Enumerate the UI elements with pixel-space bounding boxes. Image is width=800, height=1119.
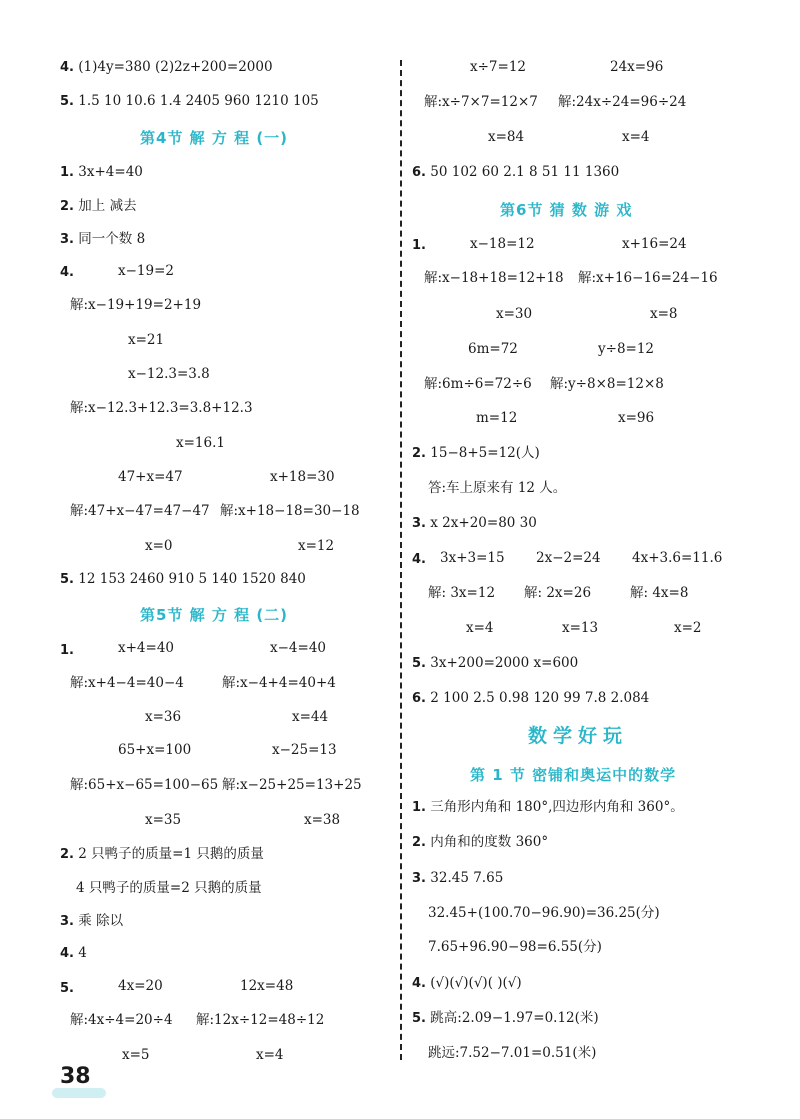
- left-q4-prev: [60, 58, 273, 77]
- equation-line: 4x+3.6=11.6: [632, 550, 723, 566]
- chapter-title: 数学好玩: [528, 725, 629, 747]
- equation-line: 解:12x÷12=48÷12: [196, 1012, 325, 1028]
- equation-line: 解:24x÷24=96÷24: [558, 94, 687, 110]
- answer-text: 32.45 7.65: [430, 870, 504, 886]
- page-number: 38: [60, 1064, 91, 1089]
- ch-q4: [412, 974, 522, 993]
- answer-text: 50 102 60 2.1 8 51 11 1360: [430, 164, 620, 180]
- sec4-q4-number: 4.: [60, 265, 74, 280]
- equation-line: 解:y÷8×8=12×8: [550, 376, 664, 392]
- answer-text: 12 153 2460 910 5 140 1520 840: [78, 571, 306, 587]
- equation-line: x−18=12: [470, 236, 535, 252]
- answer-text: 2 只鸭子的质量=1 只鹅的质量: [78, 846, 264, 862]
- right-q6-prev: [412, 163, 619, 182]
- section-4-title: 第4节 解 方 程 (一): [140, 129, 289, 147]
- question-number: 4.: [412, 976, 426, 991]
- equation-line: x=21: [128, 332, 165, 348]
- equation-line: 解:x−25+25=13+25: [222, 777, 362, 793]
- answer-text: 15−8+5=12(人): [430, 445, 540, 461]
- question-number: 1.: [60, 165, 74, 180]
- equation-line: 3x+3=15: [440, 550, 505, 566]
- equation-line: x−19=2: [118, 263, 175, 279]
- equation-line: 解:x+4−4=40−4: [70, 675, 184, 691]
- question-number: 3.: [60, 914, 74, 929]
- question-number: 5.: [60, 572, 74, 587]
- answer-text: 32.45+(100.70−96.90)=36.25(分): [428, 905, 660, 921]
- equation-line: 解: 3x=12: [428, 585, 496, 601]
- equation-line: 12x=48: [240, 978, 294, 994]
- equation-line: 解:x−19+19=2+19: [70, 297, 202, 313]
- equation-line: x=16.1: [176, 435, 225, 451]
- answer-text: 4 只鸭子的质量=2 只鹅的质量: [76, 880, 262, 896]
- sec4-q2: [60, 197, 137, 216]
- equation-line: x+18=30: [270, 469, 335, 485]
- sec6-q3: [412, 514, 537, 533]
- equation-line: 解:x÷7×7=12×7: [424, 94, 538, 110]
- equation-line: 解:4x÷4=20÷4: [70, 1012, 173, 1028]
- question-number: 2.: [412, 835, 426, 850]
- ch-q5: [412, 1009, 599, 1028]
- page-number-decoration: [52, 1088, 106, 1098]
- equation-line: x+16=24: [622, 236, 687, 252]
- sec6-q6: [412, 689, 649, 708]
- answer-text: 加上 减去: [78, 198, 137, 214]
- equation-line: 24x=96: [610, 59, 664, 75]
- question-number: 6.: [412, 165, 426, 180]
- sec4-q3: [60, 230, 145, 249]
- sec5-q3: [60, 912, 123, 931]
- equation-line: 47+x=47: [118, 469, 183, 485]
- question-number: 3.: [412, 516, 426, 531]
- equation-line: 解:x−4+4=40+4: [222, 675, 336, 691]
- question-number: 5.: [412, 656, 426, 671]
- equation-line: x=30: [496, 306, 533, 322]
- sec6-q1-number: 1.: [412, 238, 426, 253]
- equation-line: x=4: [466, 620, 494, 636]
- equation-line: y÷8=12: [598, 341, 655, 357]
- answer-text: 2 100 2.5 0.98 120 99 7.8 2.084: [430, 690, 650, 706]
- equation-line: x+4=40: [118, 640, 175, 656]
- answer-text: (1)4y=380 (2)2z+200=2000: [78, 59, 273, 75]
- equation-line: 解:x+18−18=30−18: [220, 503, 360, 519]
- equation-line: x−12.3=3.8: [128, 366, 210, 382]
- equation-line: x=12: [298, 538, 335, 554]
- answer-text: 4: [78, 945, 87, 961]
- answer-text: 1.5 10 10.6 1.4 2405 960 1210 105: [78, 93, 319, 109]
- equation-line: x=96: [618, 410, 655, 426]
- equation-line: x=36: [145, 709, 182, 725]
- left-q5-prev: [60, 92, 319, 111]
- answer-text: 乘 除以: [78, 913, 124, 929]
- answer-text: 跳远:7.52−7.01=0.51(米): [428, 1045, 597, 1061]
- answer-text: 答:车上原来有 12 人。: [428, 480, 567, 496]
- equation-line: x−4=40: [270, 640, 327, 656]
- question-number: 3.: [60, 232, 74, 247]
- question-number: 2.: [60, 847, 74, 862]
- answer-text: 三角形内角和 180°,四边形内角和 360°。: [430, 799, 684, 815]
- equation-line: x=5: [122, 1047, 150, 1063]
- question-number: 2.: [412, 446, 426, 461]
- equation-line: x=13: [562, 620, 599, 636]
- equation-line: x=35: [145, 812, 182, 828]
- equation-line: 解:x+16−16=24−16: [578, 270, 718, 286]
- answer-text: 跳高:2.09−1.97=0.12(米): [430, 1010, 599, 1026]
- equation-line: 4x=20: [118, 978, 163, 994]
- equation-line: x=2: [674, 620, 702, 636]
- question-number: 1.: [412, 800, 426, 815]
- question-number: 6.: [412, 691, 426, 706]
- equation-line: x=8: [650, 306, 678, 322]
- equation-line: 解:65+x−65=100−65: [70, 777, 219, 793]
- answer-text: 内角和的度数 360°: [430, 834, 549, 850]
- answer-text: 7.65+96.90−98=6.55(分): [428, 939, 602, 955]
- ch-q1: [412, 798, 684, 817]
- equation-line: 解:x−12.3+12.3=3.8+12.3: [70, 400, 253, 416]
- question-number: 5.: [60, 94, 74, 109]
- answer-text: (√)(√)(√)( )(√): [430, 975, 522, 991]
- sec5-q2: [60, 845, 264, 864]
- question-number: 5.: [412, 1011, 426, 1026]
- answer-text: 同一个数 8: [78, 231, 146, 247]
- sec5-q5-number: 5.: [60, 981, 74, 996]
- equation-line: x=4: [256, 1047, 284, 1063]
- equation-line: 解: 2x=26: [524, 585, 592, 601]
- section-6-title: 第6节 猜 数 游 戏: [500, 201, 633, 219]
- equation-line: 解: 4x=8: [630, 585, 689, 601]
- section-5-title: 第5节 解 方 程 (二): [140, 606, 289, 624]
- sec6-q4-number: 4.: [412, 552, 426, 567]
- sec5-q4: [60, 944, 87, 963]
- equation-line: x÷7=12: [470, 59, 527, 75]
- equation-line: 解:x−18+18=12+18: [424, 270, 564, 286]
- sec4-q5: [60, 570, 306, 589]
- answer-text: 3x+200=2000 x=600: [430, 655, 579, 671]
- answer-text: 3x+4=40: [78, 164, 143, 180]
- equation-line: x=44: [292, 709, 329, 725]
- equation-line: x−25=13: [272, 742, 337, 758]
- equation-line: x=0: [145, 538, 173, 554]
- question-number: 2.: [60, 199, 74, 214]
- question-number: 4.: [60, 60, 74, 75]
- equation-line: x=84: [488, 129, 525, 145]
- equation-line: 65+x=100: [118, 742, 192, 758]
- sec6-q5: [412, 654, 578, 673]
- sec6-q2: [412, 444, 540, 463]
- question-number: 3.: [412, 871, 426, 886]
- ch-q3: [412, 869, 503, 888]
- sec5-q1-number: 1.: [60, 643, 74, 658]
- answer-text: x 2x+20=80 30: [430, 515, 537, 531]
- equation-line: x=38: [304, 812, 341, 828]
- ch-q2: [412, 833, 548, 852]
- question-number: 4.: [60, 946, 74, 961]
- chapter-section-1-title: 第 1 节 密铺和奥运中的数学: [470, 766, 677, 784]
- column-divider: [400, 60, 402, 1060]
- equation-line: 2x−2=24: [536, 550, 601, 566]
- equation-line: 6m=72: [468, 341, 518, 357]
- sec4-q1: [60, 163, 143, 182]
- equation-line: 解:47+x−47=47−47: [70, 503, 210, 519]
- equation-line: x=4: [622, 129, 650, 145]
- equation-line: m=12: [476, 410, 518, 426]
- equation-line: 解:6m÷6=72÷6: [424, 376, 532, 392]
